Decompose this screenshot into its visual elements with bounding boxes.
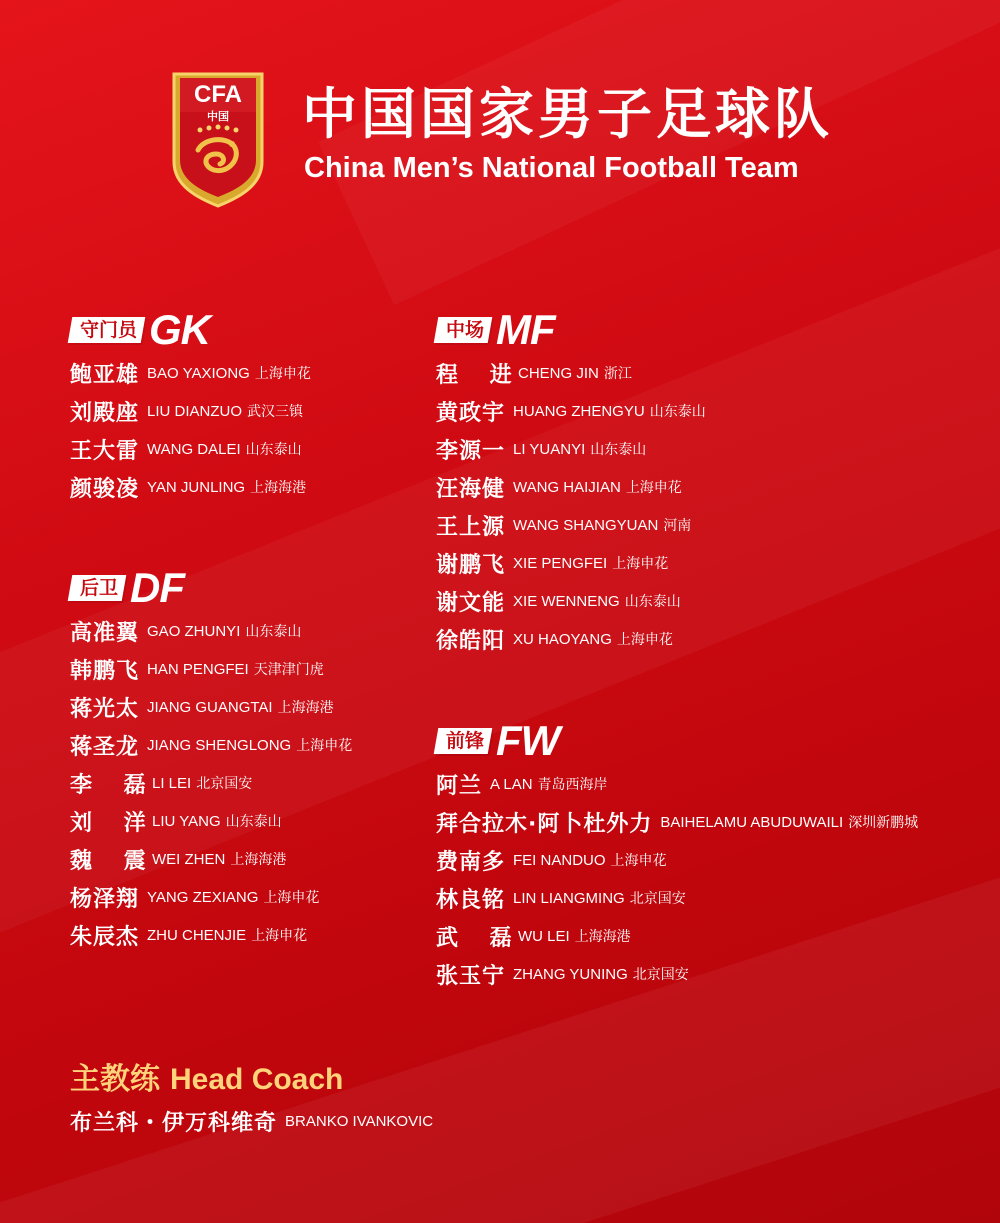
player-name-en: BAO YAXIONG bbox=[147, 364, 250, 382]
player-club: 上海申花 bbox=[263, 890, 320, 906]
svg-text:CFA: CFA bbox=[194, 81, 242, 108]
player-name-cn: 拜合拉木·阿卜杜外力 bbox=[436, 811, 653, 837]
player-row bbox=[436, 430, 706, 468]
player-name-en: FEI NANDUO bbox=[513, 851, 606, 869]
player-name-en: LIN LIANGMING bbox=[513, 889, 625, 907]
player-club: 上海申花 bbox=[625, 480, 682, 496]
coach-heading bbox=[70, 1060, 343, 1100]
player-name-en: JIANG GUANGTAI bbox=[147, 698, 273, 716]
player-row bbox=[70, 612, 352, 650]
cfa-logo bbox=[170, 70, 266, 210]
player-name-en: WANG SHANGYUAN bbox=[513, 516, 659, 534]
player-row bbox=[436, 544, 706, 582]
player-name-cn: 杨泽翔 bbox=[70, 886, 140, 912]
player-name-en: LIU DIANZUO bbox=[147, 402, 243, 420]
position-tag: 守门员 bbox=[68, 317, 146, 343]
player-row bbox=[436, 879, 918, 917]
player-club: 上海海港 bbox=[250, 480, 307, 496]
player-club: 上海申花 bbox=[251, 928, 308, 944]
player-club: 浙江 bbox=[603, 366, 632, 382]
player-name-cn: 张玉宁 bbox=[436, 963, 506, 989]
player-name-en: WANG HAIJIAN bbox=[513, 478, 621, 496]
player-name-cn: 阿兰 bbox=[436, 773, 483, 799]
player-club: 上海申花 bbox=[610, 853, 667, 869]
player-row bbox=[436, 392, 706, 430]
player-name-cn: 王大雷 bbox=[70, 438, 140, 464]
player-row bbox=[436, 765, 918, 803]
player-club: 山东泰山 bbox=[649, 404, 706, 420]
player-row bbox=[436, 468, 706, 506]
player-name-en: WU LEI bbox=[518, 927, 570, 945]
position-tag: 后卫 bbox=[68, 575, 127, 601]
player-row bbox=[70, 688, 352, 726]
player-name-cn: 魏 震 bbox=[70, 848, 158, 874]
player-club: 北京国安 bbox=[629, 891, 686, 907]
player-row bbox=[70, 726, 352, 764]
player-name-en: ZHANG YUNING bbox=[513, 965, 628, 983]
player-club: 山东泰山 bbox=[590, 442, 647, 458]
player-name-en: BAIHELAMU ABUDUWAILI bbox=[660, 813, 844, 831]
player-row bbox=[70, 430, 311, 468]
player-name-cn: 韩鹏飞 bbox=[70, 658, 140, 684]
coach-heading-en: Head Coach bbox=[170, 1063, 344, 1096]
player-name-en: YANG ZEXIANG bbox=[147, 888, 259, 906]
player-name-cn: 程 进 bbox=[436, 362, 524, 388]
player-name-en: CHENG JIN bbox=[518, 364, 599, 382]
player-name-en: ZHU CHENJIE bbox=[147, 926, 247, 944]
player-list bbox=[70, 354, 311, 506]
svg-text:中国: 中国 bbox=[207, 110, 229, 123]
player-name-en: A LAN bbox=[490, 775, 533, 793]
player-name-cn: 汪海健 bbox=[436, 476, 506, 502]
player-name-en: HAN PENGFEI bbox=[147, 660, 249, 678]
player-list bbox=[436, 354, 706, 658]
player-row bbox=[70, 650, 352, 688]
player-row bbox=[70, 392, 311, 430]
player-row bbox=[70, 840, 352, 878]
player-name-cn: 林良铭 bbox=[436, 887, 506, 913]
player-club: 上海海港 bbox=[574, 929, 631, 945]
player-name-cn: 蒋圣龙 bbox=[70, 734, 140, 760]
player-club: 上海申花 bbox=[296, 738, 353, 754]
player-name-cn: 李源一 bbox=[436, 438, 506, 464]
player-list bbox=[70, 612, 352, 954]
section-header bbox=[436, 306, 706, 354]
player-name-cn: 徐皓阳 bbox=[436, 628, 506, 654]
player-club: 青岛西海岸 bbox=[537, 777, 608, 793]
player-name-en: XIE WENNENG bbox=[513, 592, 620, 610]
player-row bbox=[70, 354, 311, 392]
section-gk bbox=[70, 306, 311, 506]
player-row bbox=[436, 803, 918, 841]
position-code: DF bbox=[130, 564, 184, 611]
section-header bbox=[70, 564, 352, 612]
player-list bbox=[436, 765, 918, 993]
player-name-cn: 高准翼 bbox=[70, 620, 140, 646]
coach-name-en: BRANKO IVANKOVIC bbox=[285, 1112, 434, 1130]
player-name-cn: 刘殿座 bbox=[70, 400, 140, 426]
player-club: 河南 bbox=[663, 518, 692, 534]
player-name-en: LI LEI bbox=[152, 774, 192, 792]
player-row bbox=[436, 841, 918, 879]
player-club: 上海申花 bbox=[616, 632, 673, 648]
player-name-cn: 朱辰杰 bbox=[70, 924, 140, 950]
player-name-cn: 武 磊 bbox=[436, 925, 524, 951]
player-name-cn: 刘 洋 bbox=[70, 810, 158, 836]
player-name-en: LI YUANYI bbox=[513, 440, 586, 458]
player-row bbox=[70, 764, 352, 802]
position-code: FW bbox=[496, 717, 560, 764]
section-fw bbox=[436, 717, 919, 993]
position-tag: 中场 bbox=[434, 317, 493, 343]
coach-name bbox=[70, 1102, 433, 1140]
position-code: GK bbox=[149, 306, 210, 353]
position-tag: 前锋 bbox=[434, 728, 493, 754]
player-name-en: WEI ZHEN bbox=[152, 850, 226, 868]
player-club: 山东泰山 bbox=[624, 594, 681, 610]
player-row bbox=[436, 506, 706, 544]
player-club: 北京国安 bbox=[632, 967, 689, 983]
section-header bbox=[70, 306, 311, 354]
player-club: 北京国安 bbox=[196, 776, 253, 792]
player-name-en: XIE PENGFEI bbox=[513, 554, 608, 572]
player-name-cn: 蒋光太 bbox=[70, 696, 140, 722]
player-club: 山东泰山 bbox=[245, 624, 302, 640]
coach-heading-cn: 主教练 bbox=[70, 1062, 160, 1097]
player-name-cn: 鲍亚雄 bbox=[70, 362, 140, 388]
player-club: 上海申花 bbox=[254, 366, 311, 382]
player-club: 山东泰山 bbox=[225, 814, 282, 830]
player-name-en: GAO ZHUNYI bbox=[147, 622, 241, 640]
player-name-en: LIU YANG bbox=[152, 812, 221, 830]
player-row bbox=[70, 468, 311, 506]
player-name-cn: 黄政宇 bbox=[436, 400, 506, 426]
player-row bbox=[70, 916, 352, 954]
player-club: 上海申花 bbox=[612, 556, 669, 572]
player-name-en: WANG DALEI bbox=[147, 440, 241, 458]
player-row bbox=[436, 354, 706, 392]
player-name-en: JIANG SHENGLONG bbox=[147, 736, 292, 754]
player-row bbox=[70, 878, 352, 916]
player-club: 上海海港 bbox=[277, 700, 334, 716]
player-name-cn: 费南多 bbox=[436, 849, 506, 875]
page-subtitle: China Men’s National Football Team bbox=[304, 152, 799, 184]
position-code: MF bbox=[496, 306, 555, 353]
player-row bbox=[436, 620, 706, 658]
player-name-en: XU HAOYANG bbox=[513, 630, 612, 648]
player-name-en: YAN JUNLING bbox=[147, 478, 246, 496]
player-name-cn: 谢鹏飞 bbox=[436, 552, 506, 578]
page-title: 中国国家男子足球队 bbox=[302, 82, 834, 146]
coach-name-cn: 布兰科・伊万科维奇 bbox=[70, 1110, 278, 1136]
player-club: 武汉三镇 bbox=[247, 404, 304, 420]
player-row bbox=[70, 802, 352, 840]
player-name-cn: 王上源 bbox=[436, 514, 506, 540]
player-club: 天津津门虎 bbox=[253, 662, 324, 678]
player-row bbox=[436, 582, 706, 620]
player-club: 山东泰山 bbox=[245, 442, 302, 458]
player-row bbox=[436, 955, 918, 993]
player-club: 深圳新鹏城 bbox=[848, 815, 919, 831]
section-header bbox=[436, 717, 918, 765]
player-club: 上海海港 bbox=[230, 852, 287, 868]
section-df bbox=[70, 564, 353, 954]
player-name-cn: 谢文能 bbox=[436, 590, 506, 616]
player-row bbox=[436, 917, 918, 955]
section-mf bbox=[436, 306, 706, 658]
player-name-cn: 李 磊 bbox=[70, 772, 158, 798]
player-name-en: HUANG ZHENGYU bbox=[513, 402, 645, 420]
player-name-cn: 颜骏凌 bbox=[70, 476, 140, 502]
